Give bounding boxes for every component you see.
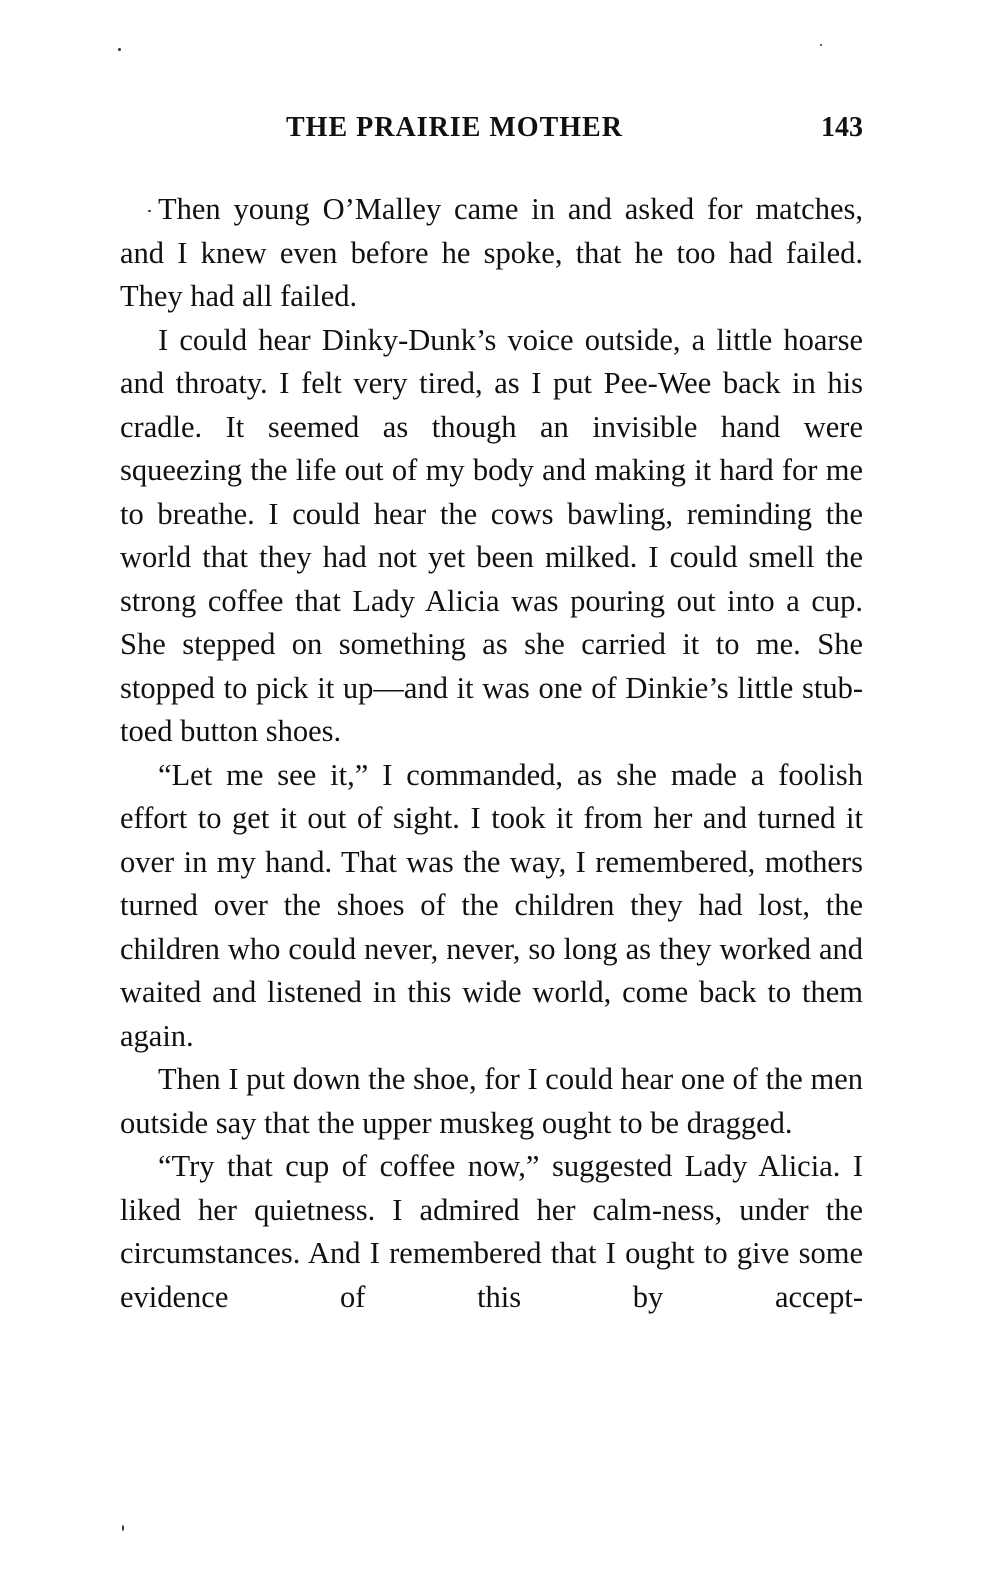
scan-speck (148, 210, 151, 212)
paragraph: I could hear Dinky-Dunk’s voice outside, a little hoarse and throaty. I felt very tired, as I put Pee-Wee back in his cradle. It seemed as though an invisible hand were squeezing the life out of my body and making it hard for me to breathe. I could hear the cows bawling, reminding the world that they had not yet been milked. I could smell the strong coffee that Lady Alicia was pouring out into a cup. She stepped on something as she carried it to me. She stopped to pick it up—and it was one of Dinkie’s little stub-toed button shoes. (120, 322, 863, 748)
page-header (120, 112, 863, 152)
paragraph: “Try that cup of coffee now,” suggested Lady Alicia. I liked her quietness. I admired her calm-ness, under the circumstances. And I remembered that I ought to give some evidence of this by accept- (120, 1149, 863, 1314)
scan-speck (820, 44, 822, 46)
scan-speck (122, 1525, 124, 1531)
running-title: THE PRAIRIE MOTHER (286, 112, 623, 143)
scan-speck (118, 48, 121, 51)
paragraph: Then young O’Malley came in and asked for matches, and I knew even before he spoke, that he too had failed. They had all failed. (120, 192, 863, 313)
paragraph: “Let me see it,” I commanded, as she made a foolish effort to get it out of sight. I took it from her and turned it over in my hand. That was the way, I remembered, mothers turned over the shoes of the children they had lost, the children who could never, never, so long as they worked and waited and listened in this wide world, come back to them again. (120, 757, 863, 1053)
body-text (120, 188, 863, 1319)
page-number: 143 (821, 112, 863, 143)
paragraph: Then I put down the shoe, for I could hear one of the men outside say that the upper muskeg ought to be dragged. (120, 1062, 863, 1140)
